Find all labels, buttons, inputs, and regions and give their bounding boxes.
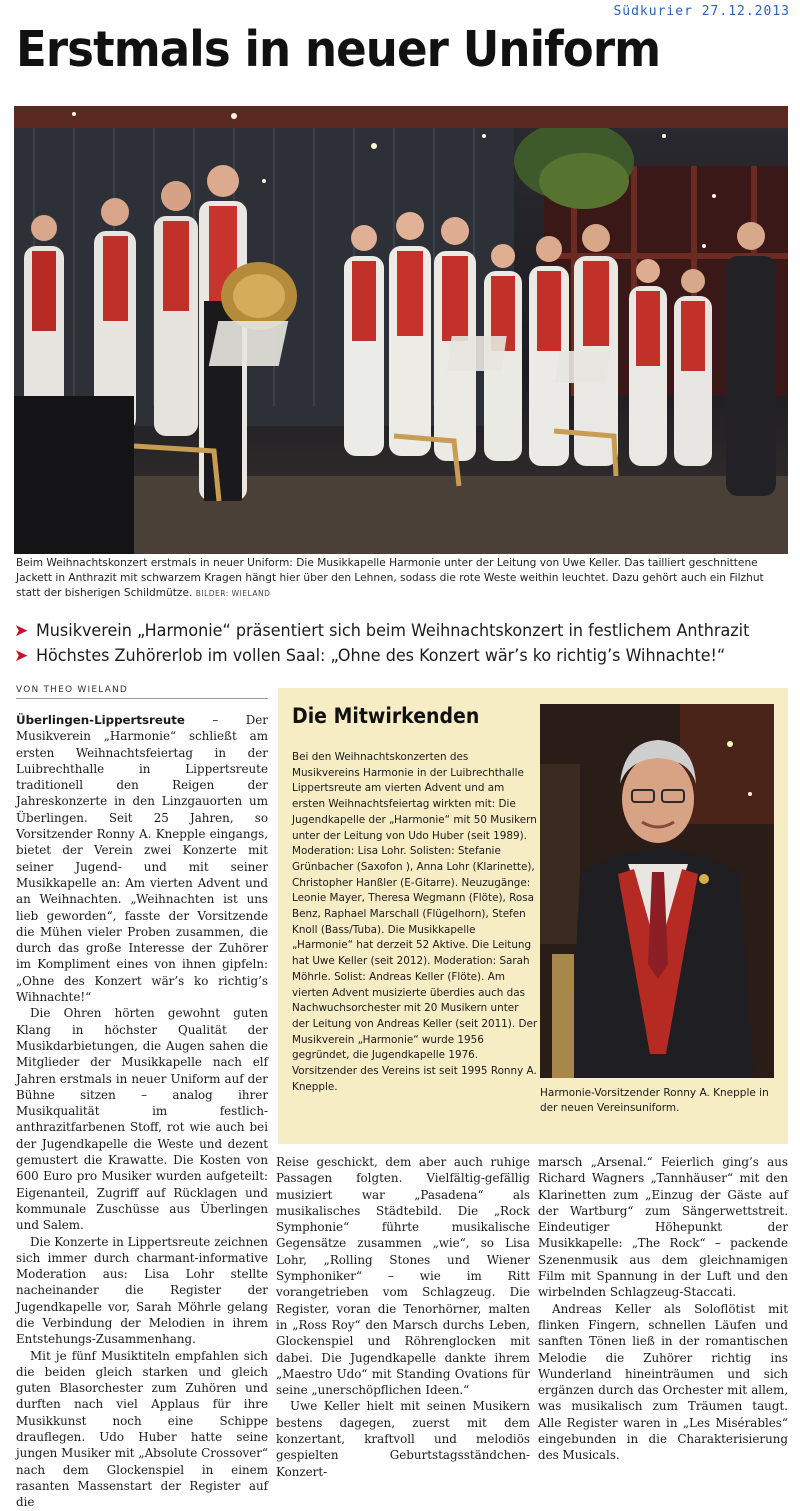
article-paragraph: Die Ohren hörten gewohnt guten Klang in höchster Qualität der Musikdarbietungen, die Augen sahen die Mitglieder der Musikkapelle nach elf Jahren erstmals in neuer Uniform auf der Bühne sitzen – analog ihrer Musikqualität im festlich-anthrazitfarbenen Stoff, rot wie auch bei der Jugendkapelle die Weste und dezent gemustert die Krawatte. Die Kosten von 600 Euro pro Musiker wurden aufgeteilt: Eigenanteil, Zugriff auf Rücklagen und kommunale Zuschüsse aus Überlingen und Salem. [16,1006,268,1233]
photo-credit: BILDER: WIELAND [195,589,271,598]
subhead-1 [14,618,790,643]
photo-caption: Beim Weihnachtskonzert erstmals in neuer Uniform: Die Musikkapelle Harmonie unter der Leitung von Uwe Keller. Das tailliert geschnittene Jackett in Anthrazit mit schwarzem Kragen hängt hier über den Lehnen, sodass die rote Weste weithin leuchtet. Dazu gehört auch ein Filzhut statt der bisherigen Schildmütze. BILDER: WIELAND [16,557,764,599]
subhead-1-text: Musikverein „Harmonie“ präsentiert sich beim Weihnachtskonzert in festlichem Anthrazit [36,620,750,641]
portrait-illustration [540,704,774,1078]
article-column-left [16,712,268,1511]
info-box-title: Die Mitwirkenden [292,704,480,728]
portrait-photo [540,704,774,1078]
article-paragraph: Reise geschickt, dem aber auch ruhige Passagen folgten. Vielfältig-gefällig musiziert war „Pasadena“ als musikalisches Städtebild. Die „Rock Symphonie“ führte musikalische Gegensätze zusammen „wie“, so Lisa Lohr, „Rolling Stones und Wiener Symphoniker“ – wie im Ritt vorangetrieben vom Schlagzeug. Die Register, voran die Tenorhörner, malten in „Ross Roy“ den Marsch durchs Leben, Glockenspiel und Röhrenglocken mit dabei. Die Jugendkapelle dankte ihrem „Maestro Udo“ mit Standing Ovations für seine „unerschöpflichen Ideen.“ [276,1155,530,1398]
article-column-right [538,1154,788,1464]
portrait-caption: Harmonie-Vorsitzender Ronny A. Knepple in der neuen Vereinsuniform. [540,1087,769,1114]
article-paragraph: Andreas Keller als Soloflötist mit flinken Fingern, schnellen Läufen und sanften Tönen ließ in der romantischen Melodie die Zuhörer richtig ins Wunderland hineinträumen und sich ergänzen durch das Orchester mit allem, was musikalisch zum Träumen taugt. Alle Register waren in „Les Misérables“ eingebunden in die Charakterisierung des Musicals. [538,1301,788,1463]
article-paragraph: Mit je fünf Musiktiteln empfahlen sich die beiden gleich starken und gleich guten Blasorchester zum Zuhören und durften nach viel Applaus für ihre Musikkunst noch eine Schippe drauflegen. Udo Huber hatte seine jungen Musiker mit „Absolute Crossover“ nach dem Glockenspiel in einem rasanten Massenstart der Register auf die [16,1348,268,1510]
subhead-2-text: Höchstes Zuhörerlob im vollen Saal: „Ohne des Konzert wär’s ko richtig’s Wihnachte!“ [36,645,726,666]
dateline-place: Überlingen-Lippertsreute [16,713,185,727]
band-photo-illustration [14,106,788,554]
article-paragraph: marsch „Arsenal.“ Feierlich ging’s aus Richard Wagners „Tannhäuser“ mit den Klarinetten zum „Einzug der Gäste auf der Wartburg“ zum Sängerwettstreit. Eindeutiger Höhepunkt der Musikkapelle: „The Rock“ – packende Szenenmusik aus dem gleichnamigen Film mit Spannung in der Luft und den wirbelnden Schlagzeug-Staccati. [538,1155,788,1300]
info-box-text: Bei den Weihnachtskonzerten des Musikvereins Harmonie in der Luibrechthalle Lippertsreute am vierten Advent und am ersten Weihnachtsfeiertag wirkten mit: Die Jugendkapelle der „Harmonie“ mit 50 Musikern unter der Leitung von Udo Huber (seit 1989). Moderation: Lisa Lohr. Solisten: Stefanie Grünbacher (Saxofon ), Anna Lohr (Klarinette), Christopher Hanßler (E-Gitarre). Neuzugänge: Leonie Mayer, Theresa Wegmann (Flöte), Rosa Benz, Raphael Marschall (Flügelhorn), Stefen Knoll (Bass/Tuba). Die Musikkapelle „Harmonie“ hat derzeit 52 Aktive. Die Leitung hat Uwe Keller (seit 2012). Moderation: Sarah Möhrle. Solist: Andreas Keller (Flöte). Am vierten Advent musizierte überdies auch das Nachwuchsorchester mit 20 Musikern unter der Leitung von Andreas Keller (seit 2011). Der Musikverein „Harmonie“ wurde 1956 gegründet, die Jugendkapelle 1976. Vorsitzender des Vereins ist seit 1995 Ronny A. Knepple. [292,751,538,1093]
byline: VON THEO WIELAND [16,685,268,699]
subhead-2 [14,643,790,668]
band-photo [14,106,788,554]
article-paragraph: Die Konzerte in Lippertsreute zeichnen sich immer durch charmant-informative Moderation aus: Lisa Lohr stellte nacheinander die Register der Jugendkapelle vor, Sarah Möhrle gelang die Verbindung der Melodien in ihrem Entstehungs-Zusammenhang. [16,1234,268,1347]
source-line: Südkurier 27.12.2013 [613,4,790,19]
info-box [278,688,788,1144]
article-paragraph: Uwe Keller hielt mit seinen Musikern bestens dagegen, zuerst mit dem konzertant, kraftvoll und melodiös gespielten Geburtstagsständchen-Konzert- [276,1399,530,1479]
article-lead: Überlingen-Lippertsreute – Der Musikverein „Harmonie“ schließt am ersten Weihnachtsfeiertag in der Luibrechthalle in Lippertsreute traditionell den Reigen der Jahreskonzerte in den Linzgauorten um Überlingen. Seit 25 Jahren, so Vorsitzender Ronny A. Knepple eingangs, bietet der Verein zwei Konzerte mit seiner Jugend- und mit seiner Musikkapelle an: Am vierten Advent und an Weihnachten. „Weihnachten ist uns lieb geworden“, fasste der Vorsitzende die Mühen vieler Proben zusammen, die durch das große Interesse der Zuhörer im Kompliment eines von ihnen gipfeln: „Ohne des Konzert wär’s ko richtig’s Wihnachte!“ [16,713,268,1005]
page-title: Erstmals in neuer Uniform [16,21,661,78]
article-column-middle [276,1154,530,1480]
arrow-right-icon: ➤ [14,645,29,666]
arrow-right-icon: ➤ [14,620,29,641]
subheads [14,618,790,668]
